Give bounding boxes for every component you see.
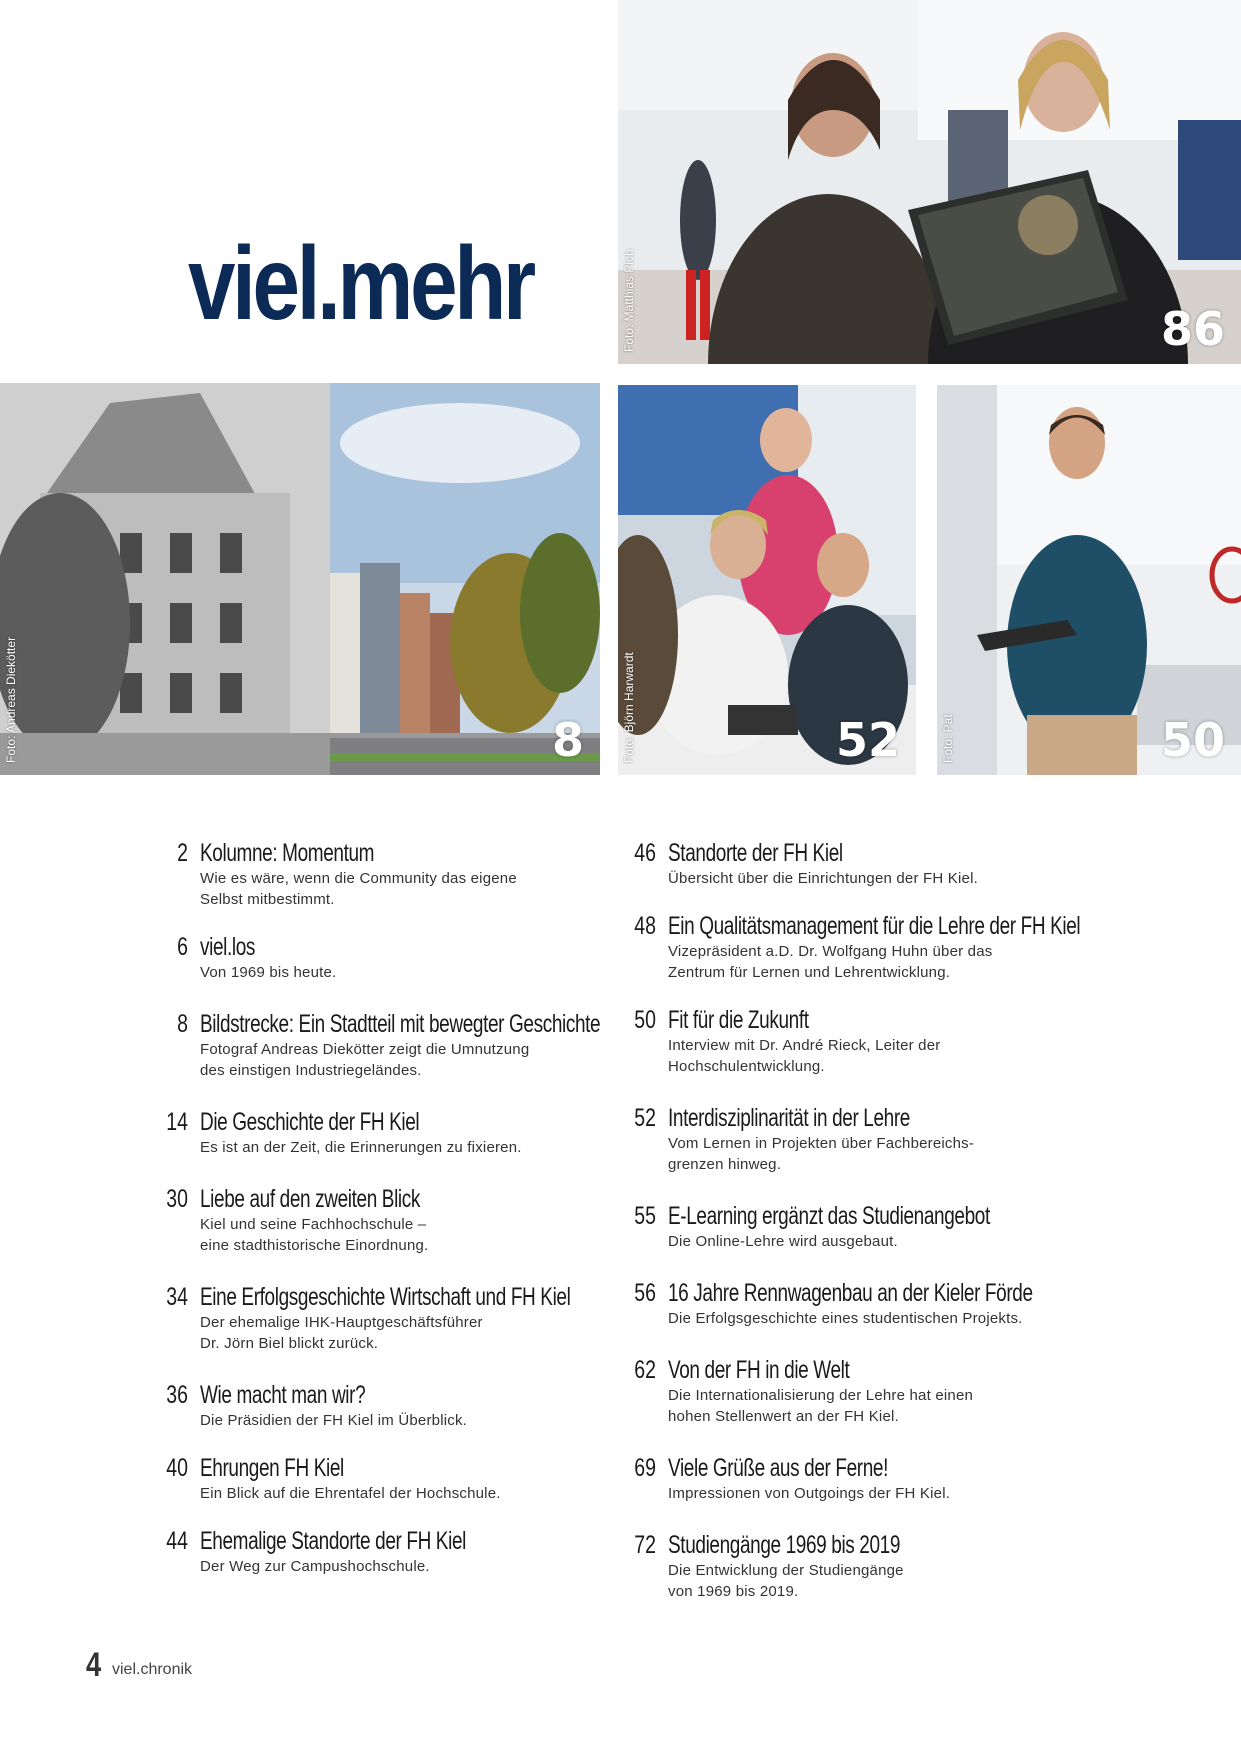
toc-description-line: Zentrum für Lernen und Lehrentwicklung.: [668, 964, 951, 981]
toc-heading: Interdisziplinarität in der Lehre: [668, 1104, 910, 1132]
photo-man-with-tablet: [937, 385, 1241, 775]
toc-page-number: 44: [166, 1527, 188, 1555]
toc-page-number: 55: [634, 1202, 656, 1230]
toc-entry[interactable]: [608, 1278, 1078, 1329]
photo-credit: Foto: Andreas Diekötter: [4, 636, 18, 763]
toc-heading: Standorte der FH Kiel: [668, 839, 843, 867]
toc-page-number: 72: [634, 1531, 656, 1559]
toc-entry[interactable]: [608, 1355, 1078, 1427]
toc-entry[interactable]: [140, 838, 570, 910]
toc-description-line: eine stadthistorische Einordnung.: [200, 1237, 429, 1254]
toc-heading: 16 Jahre Rennwagenbau an der Kieler Förde: [668, 1279, 1033, 1307]
toc-description-line: Von 1969 bis heute.: [200, 964, 337, 981]
toc-heading: Eine Erfolgsgeschichte Wirtschaft und FH Kiel: [200, 1283, 571, 1311]
toc-entry[interactable]: [140, 1453, 570, 1504]
toc-entry[interactable]: [140, 1380, 570, 1431]
toc-page-number: 62: [634, 1356, 656, 1384]
toc-page-number: 8: [177, 1010, 188, 1038]
page-reference-number: 50: [1160, 713, 1225, 767]
toc-description-line: Es ist an der Zeit, die Erinnerungen zu fixieren.: [200, 1139, 522, 1156]
toc-description-line: Wie es wäre, wenn die Community das eigene: [200, 870, 517, 887]
toc-entry[interactable]: [140, 1009, 601, 1081]
toc-heading: Von der FH in die Welt: [668, 1356, 850, 1384]
toc-heading: Viele Grüße aus der Ferne!: [668, 1454, 888, 1482]
toc-page-number: 2: [177, 839, 188, 867]
toc-heading: E-Learning ergänzt das Studienangebot: [668, 1202, 990, 1230]
toc-page-number: 36: [166, 1381, 188, 1409]
toc-description-line: Ein Blick auf die Ehrentafel der Hochschule.: [200, 1485, 501, 1502]
toc-entry[interactable]: [608, 911, 1081, 983]
toc-heading: viel.los: [200, 933, 256, 961]
toc-page-number: 52: [634, 1104, 656, 1132]
toc-left-column: [140, 838, 601, 1577]
toc-heading: Ehemalige Standorte der FH Kiel: [200, 1527, 466, 1555]
toc-page-number: 14: [166, 1108, 188, 1136]
toc-description-line: grenzen hinweg.: [668, 1156, 782, 1173]
toc-heading: Fit für die Zukunft: [668, 1006, 809, 1034]
toc-right-column: [608, 838, 1081, 1602]
toc-description-line: Der ehemalige IHK-Hauptgeschäftsführer: [200, 1314, 483, 1331]
toc-page-number: 6: [177, 933, 188, 961]
toc-heading: Wie macht man wir?: [200, 1381, 366, 1409]
toc-page-number: 46: [634, 839, 656, 867]
toc-heading: Ehrungen FH Kiel: [200, 1454, 344, 1482]
toc-description-line: Der Weg zur Campushochschule.: [200, 1558, 430, 1575]
toc-entry[interactable]: [140, 1526, 570, 1577]
toc-entry[interactable]: [140, 932, 570, 983]
photo-credit: Foto: Matthias Pich: [622, 249, 636, 352]
photo-street-scene: [0, 383, 600, 775]
toc-description-line: Kiel und seine Fachhochschule –: [200, 1216, 427, 1233]
toc-description-line: des einstigen Industriegeländes.: [200, 1062, 422, 1079]
toc-description-line: Die Internationalisierung der Lehre hat einen: [668, 1387, 974, 1404]
photo-students-working: [618, 385, 916, 775]
toc-entry[interactable]: [608, 838, 1078, 889]
toc-entry[interactable]: [140, 1107, 570, 1158]
photo-credit: Foto: Björn Harwardt: [622, 652, 636, 763]
toc-page-number: 69: [634, 1454, 656, 1482]
footer-publication-name: viel.chronik: [112, 1661, 193, 1678]
toc-description-line: Interview mit Dr. André Rieck, Leiter der: [668, 1037, 941, 1054]
toc-heading: Studiengänge 1969 bis 2019: [668, 1531, 901, 1559]
toc-description-line: Vizepräsident a.D. Dr. Wolfgang Huhn über das: [668, 943, 993, 960]
toc-description-line: Impressionen von Outgoings der FH Kiel.: [668, 1485, 951, 1502]
toc-entry[interactable]: [608, 1005, 1078, 1077]
page-reference-number: 8: [551, 713, 584, 767]
toc-page-number: 30: [166, 1185, 188, 1213]
toc-entry[interactable]: [608, 1201, 1078, 1252]
toc-description-line: Die Erfolgsgeschichte eines studentischen Projekts.: [668, 1310, 1023, 1327]
toc-entry[interactable]: [140, 1184, 570, 1256]
toc-page-number: 50: [634, 1006, 656, 1034]
toc-description-line: Übersicht über die Einrichtungen der FH Kiel.: [668, 870, 978, 887]
toc-page-number: 48: [634, 912, 656, 940]
toc-description-line: Die Entwicklung der Studiengänge: [668, 1562, 904, 1579]
page-title: viel.mehr: [188, 226, 533, 342]
page-reference-number: 86: [1160, 302, 1225, 356]
toc-description-line: Fotograf Andreas Diekötter zeigt die Umnutzung: [200, 1041, 530, 1058]
toc-page-number: 40: [166, 1454, 188, 1482]
toc-entry[interactable]: [608, 1530, 1078, 1602]
toc-page-number: 34: [166, 1283, 188, 1311]
toc-heading: Bildstrecke: Ein Stadtteil mit bewegter Geschichte: [200, 1010, 601, 1038]
toc-heading: Ein Qualitätsmanagement für die Lehre der FH Kiel: [668, 912, 1081, 940]
toc-description-line: Die Online-Lehre wird ausgebaut.: [668, 1233, 898, 1250]
toc-page-number: 56: [634, 1279, 656, 1307]
toc-description-line: Dr. Jörn Biel blickt zurück.: [200, 1335, 379, 1352]
toc-heading: Liebe auf den zweiten Blick: [200, 1185, 420, 1213]
toc-description-line: Vom Lernen in Projekten über Fachbereichs-: [668, 1135, 975, 1152]
photo-women-reading: [618, 0, 1241, 364]
toc-heading: Kolumne: Momentum: [200, 839, 375, 867]
toc-entry[interactable]: [608, 1453, 1078, 1504]
photo-credit: Foto: Pat: [941, 714, 955, 763]
toc-description-line: Selbst mitbestimmt.: [200, 891, 335, 908]
toc-description-line: von 1969 bis 2019.: [668, 1583, 799, 1600]
toc-entry[interactable]: [140, 1282, 570, 1354]
footer-page-number: 4: [86, 1646, 102, 1684]
toc-description-line: hohen Stellenwert an der FH Kiel.: [668, 1408, 899, 1425]
toc-description-line: Die Präsidien der FH Kiel im Überblick.: [200, 1412, 468, 1429]
toc-heading: Die Geschichte der FH Kiel: [200, 1108, 420, 1136]
toc-description-line: Hochschulentwicklung.: [668, 1058, 825, 1075]
page-reference-number: 52: [835, 713, 900, 767]
toc-entry[interactable]: [608, 1103, 1078, 1175]
